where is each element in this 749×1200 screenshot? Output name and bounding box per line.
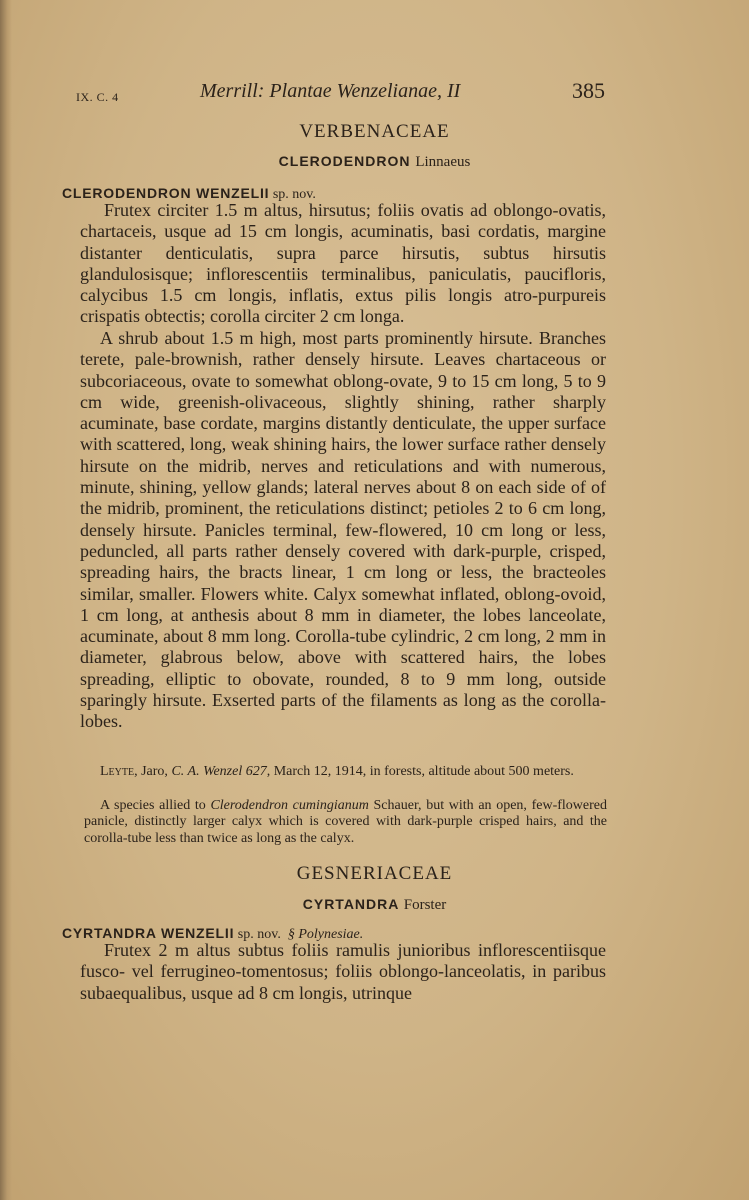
genus-author: Forster [403,897,447,913]
affinity-note [84,798,607,847]
genus-heading-cyrtandra [0,896,749,914]
family-heading-verbenaceae: VERBENACEAE [299,121,450,142]
genus-name: CYRTANDRA [302,896,399,912]
note-text-pre: A species allied to [100,798,211,813]
latin-description-cyrtandra: Frutex 2 m altus subtus foliis ramulis junioribus inflorescentiisque fusco- vel ferrugineo-tomentosus; foliis oblongo-lanceolatis, in paribus subaequalibus, usque ad 8 cm longis, utrinque [80,940,606,1003]
species-section: § Polynesiae. [287,927,364,942]
genus-name: CLERODENDRON [278,153,411,169]
running-header [0,80,749,112]
specimen-locality: Leyte [100,764,135,779]
specimen-text-post: , March 12, 1914, in forests, altitude about 500 meters. [266,764,574,779]
specimen-text-pre: , Jaro, [134,764,172,779]
species-status: sp. nov. [237,927,281,942]
specimen-citation [84,764,607,780]
species-status: sp. nov. [272,187,316,202]
genus-author: Linnaeus [415,154,471,170]
section-mark: IX. C. 4 [76,90,119,104]
note-taxon: Clerodendron cumingianum [210,798,369,813]
species-name: CYRTANDRA WENZELII [62,925,235,941]
english-description: A shrub about 1.5 m high, most parts prominently hirsute. Branches terete, pale-brownish, rather densely hirsute. Leaves chartaceous or subcoriaceous, ovate to somewhat oblong-ovate, 9 to 15 cm long, 5 to 9 cm wide, greenish-olivaceous, slightly shining, rather sharply acuminate, base cordate, margins distantly denticulate, the upper surface with scattered, long, weak shining hairs, the lower surface rather densely hirsute on the midrib, nerves and reticulations and with numerous, minute, shining, yellow glands; lateral nerves about 8 on each side of of the midrib, prominent, the reticulations distinct; petioles 2 to 6 cm long, densely hirsute. Panicles terminal, few-flowered, 10 cm long or less, peduncled, all parts rather densely covered with dark-purple, crisped, spreading hairs, the bracts linear, 1 cm long or less, the bracteoles similar, smaller. Flowers white. Calyx somewhat inflated, oblong-ovoid, 1 cm long, at anthesis about 8 mm in diameter, the lobes lanceolate, acuminate, about 8 mm long. Corolla-tube cylindric, 2 cm long, 2 mm in diameter, glabrous below, above with scattered hairs, the lobes spreading, elliptic to obovate, rounded, 8 to 9 mm long, outside sparingly hirsute. Exserted parts of the filaments as long as the corolla-lobes. [80,328,606,732]
species-name: CLERODENDRON WENZELII [62,185,270,201]
latin-description: Frutex circiter 1.5 m altus, hirsutus; foliis ovatis ad oblongo-ovatis, chartaceis, usque ad 15 cm longis, acuminatis, basi cordatis, margine distanter denticulatis, supra parce hirsutis, subtus hirsutis glandulosisque; inflorescentiis terminalibus, paniculatis, paucifloris, calycibus 1.5 cm longis, inflatis, extus pilis longis atro-purpureis crispatis obtectis; corolla circiter 2 cm longa. [80,200,606,327]
page-binding-edge [0,0,12,1200]
page-number: 385 [572,78,605,103]
running-title: Merrill: Plantae Wenzelianae, II [200,80,461,102]
note-text-post: Schauer, but with an open, few-flowered panicle, distinctly larger calyx which is covered with dark-purple crisped hairs, and the corolla-tube less than twice as long as the calyx. [84,798,607,846]
family-heading-gesneriaceae: GESNERIACEAE [296,863,453,884]
specimen-collector: C. A. Wenzel 627 [171,764,267,779]
genus-heading-clerodendron [0,153,749,171]
